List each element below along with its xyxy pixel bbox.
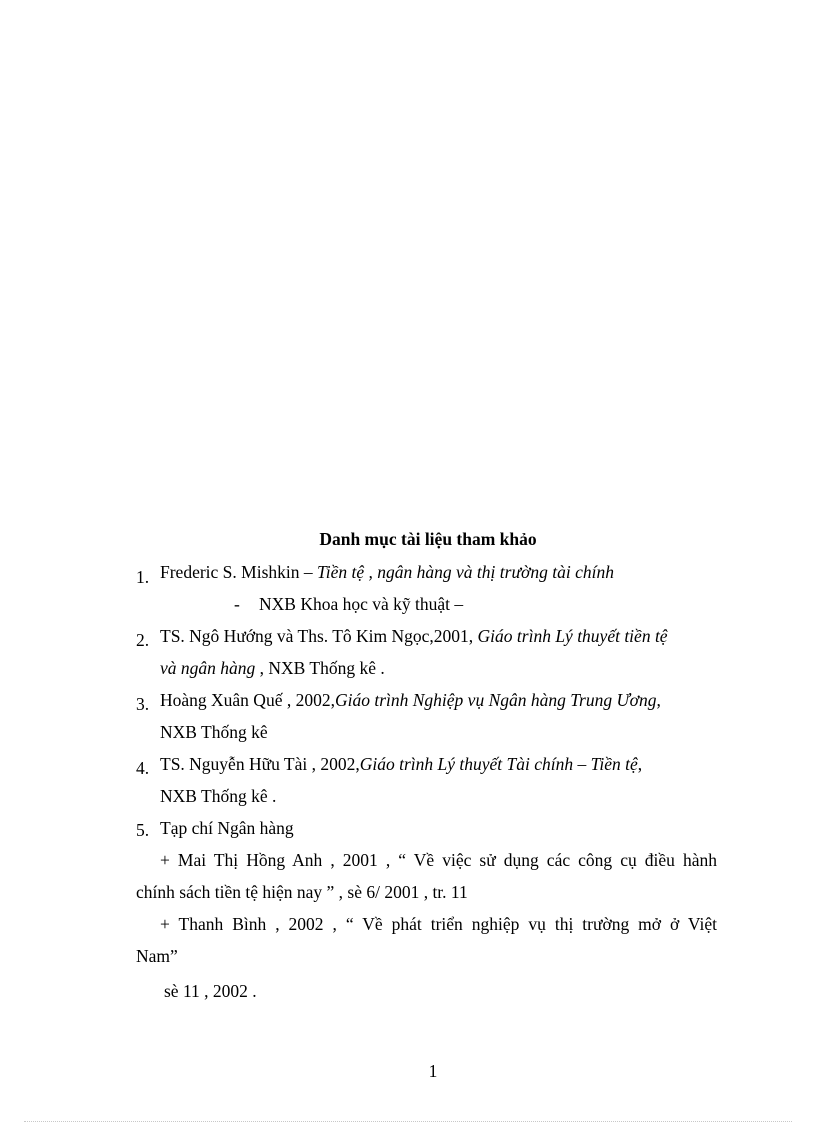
ref-1-author: Frederic S. Mishkin bbox=[160, 562, 300, 582]
ref-3-publisher: NXB Thống kê bbox=[160, 722, 268, 742]
ref-1-sub-dash: - bbox=[234, 594, 240, 614]
ref-4-comma: , bbox=[637, 754, 643, 774]
ref-4-line-1 bbox=[160, 753, 642, 775]
ref-3-author: Hoàng Xuân Quế , 2002, bbox=[160, 690, 335, 710]
ref-2-line-1 bbox=[160, 625, 668, 647]
ref-3-line-1 bbox=[160, 689, 661, 711]
ref-4-number: 4. bbox=[136, 758, 150, 778]
ref-2-book-title-part1: Giáo trình Lý thuyết tiền tệ bbox=[477, 626, 668, 646]
ref-2-publisher: , NXB Thống kê . bbox=[255, 658, 385, 678]
ref-1-line bbox=[160, 561, 614, 583]
ref-5-number: 5. bbox=[136, 820, 150, 840]
ref-1-publisher: NXB Khoa học và kỹ thuật – bbox=[259, 594, 464, 614]
ref-5-item-2-line-3: sè 11 , 2002 . bbox=[164, 981, 257, 1001]
ref-4-publisher: NXB Thống kê . bbox=[160, 786, 277, 806]
ref-5-item-1-line-1: + Mai Thị Hồng Anh , 2001 , “ Về việc sử dụng các công cụ điều hành bbox=[160, 850, 717, 870]
ref-5-journal: Tạp chí Ngân hàng bbox=[160, 818, 294, 838]
page-number: 1 bbox=[428, 1061, 438, 1081]
ref-5-item-2-line-2: Nam” bbox=[136, 946, 178, 966]
ref-1-book-title: Tiền tệ , ngân hàng và thị trường tài chính bbox=[317, 562, 614, 582]
ref-5-item-1-line-2: chính sách tiền tệ hiện nay ” , sè 6/ 2001 , tr. 11 bbox=[136, 882, 468, 902]
ref-3-number: 3. bbox=[136, 694, 150, 714]
ref-2-book-title-part2: và ngân hàng bbox=[160, 658, 256, 678]
page-title: Danh mục tài liệu tham khảo bbox=[319, 529, 537, 549]
ref-4-author: TS. Nguyễn Hữu Tài , 2002, bbox=[160, 754, 360, 774]
ref-1-number: 1. bbox=[136, 567, 150, 587]
ref-5-item-2-line-1: + Thanh Bình , 2002 , “ Về phát triển nghiệp vụ thị trường mở ở Việt bbox=[160, 914, 717, 934]
ref-4-book-title: Giáo trình Lý thuyết Tài chính – Tiền tệ bbox=[359, 754, 638, 774]
footer-divider bbox=[24, 1121, 792, 1122]
ref-2-authors: TS. Ngô Hướng và Ths. Tô Kim Ngọc,2001, bbox=[160, 626, 478, 646]
ref-2-line-2 bbox=[160, 657, 385, 679]
ref-2-number: 2. bbox=[136, 630, 150, 650]
ref-3-book-title: Giáo trình Nghiệp vụ Ngân hàng Trung Ương bbox=[334, 690, 657, 710]
ref-1-sep: – bbox=[299, 562, 318, 582]
ref-3-comma: , bbox=[656, 690, 661, 710]
